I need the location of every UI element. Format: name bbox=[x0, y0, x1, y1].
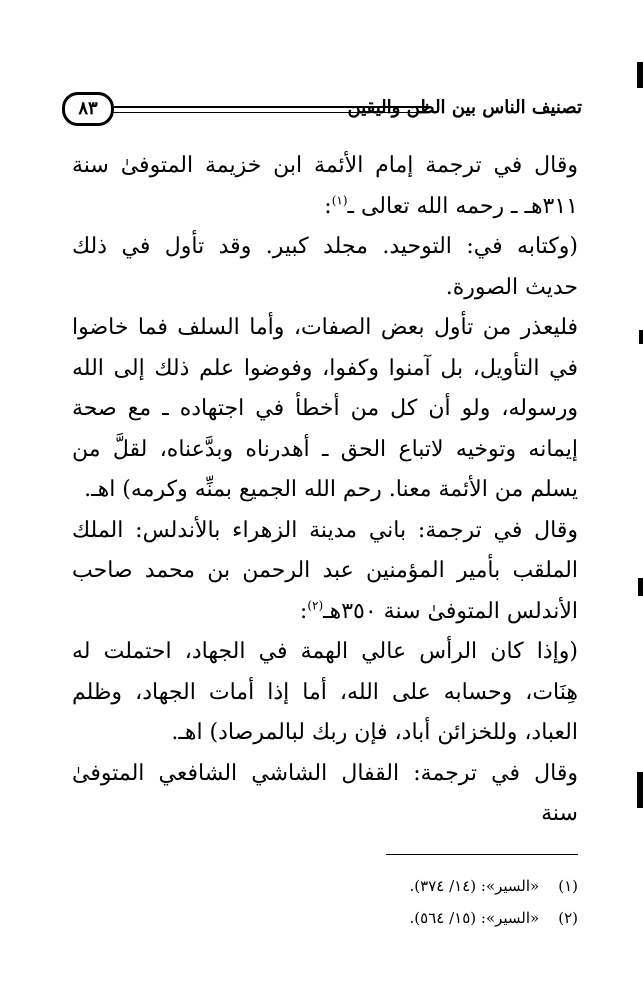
footnotes bbox=[200, 870, 578, 934]
paragraph-5: (وإذا كان الرأس عالي الهمة في الجهاد، احتملت له هِنَات، وحسابه على الله، أما إذا أمات الجهاد، وظلم العباد، وللخزائن أباد، فإن ربك لبالمرصاد) اهـ. bbox=[72, 639, 578, 745]
footnote-ref-1: (١) bbox=[331, 193, 348, 208]
header-rule bbox=[114, 106, 430, 113]
main-text bbox=[72, 146, 578, 835]
footnote-1 bbox=[200, 870, 578, 902]
footnote-1-number: (١) bbox=[558, 877, 578, 895]
edge-mark bbox=[638, 578, 643, 596]
footnote-2-text: «السير»: (١٥/ ٥٦٤). bbox=[409, 909, 540, 927]
paragraph-1-text: وقال في ترجمة إمام الأئمة ابن خزيمة المتوفىٰ سنة ٣١١هـ ـ رحمه الله تعالى ـ bbox=[72, 153, 578, 219]
paragraph-4 bbox=[72, 511, 578, 633]
footnote-2-number: (٢) bbox=[558, 909, 578, 927]
paragraph-6: وقال في ترجمة: القفال الشاشي الشافعي المتوفىٰ سنة bbox=[72, 760, 578, 826]
footnote-1-text: «السير»: (١٤/ ٣٧٤). bbox=[409, 877, 540, 895]
book-title: تصنيف الناس بين الظن واليقين bbox=[347, 97, 582, 118]
paragraph-4-text: وقال في ترجمة: باني مدينة الزهراء بالأندلس: الملك الملقب بأمير المؤمنين عبد الرحمن بن محمد صاحب الأندلس المتوفىٰ سنة ٣٥٠هـ bbox=[72, 517, 578, 624]
edge-mark bbox=[639, 330, 643, 344]
running-header bbox=[62, 92, 582, 132]
paragraph-1 bbox=[72, 146, 578, 227]
footnote-separator bbox=[386, 854, 578, 855]
paragraph-2: (وكتابه في: التوحيد. مجلد كبير. وقد تأول في ذلك حديث الصورة. bbox=[72, 234, 578, 300]
edge-mark bbox=[637, 772, 643, 808]
footnote-ref-2: (٢) bbox=[307, 598, 324, 613]
footnote-2 bbox=[200, 902, 578, 934]
paragraph-3: فليعذر من تأول بعض الصفات، وأما السلف فما خاضوا في التأويل، بل آمنوا وكفوا، وفوضوا علم ذلك إلى الله ورسوله، ولو أن كل من أخطأ في اجتهاده ـ مع صحة إيمانه وتوخيه لاتباع الحق ـ أهدرناه وبدَّعناه، لقلَّ من يسلم من الأئمة معنا. رحم الله الجميع بمنِّه وكرمه) اهـ. bbox=[72, 315, 578, 502]
paragraph-1-colon: : bbox=[324, 193, 332, 219]
page-number: ٨٣ bbox=[62, 92, 114, 126]
edge-mark bbox=[637, 62, 643, 88]
paragraph-4-colon: : bbox=[299, 598, 308, 624]
